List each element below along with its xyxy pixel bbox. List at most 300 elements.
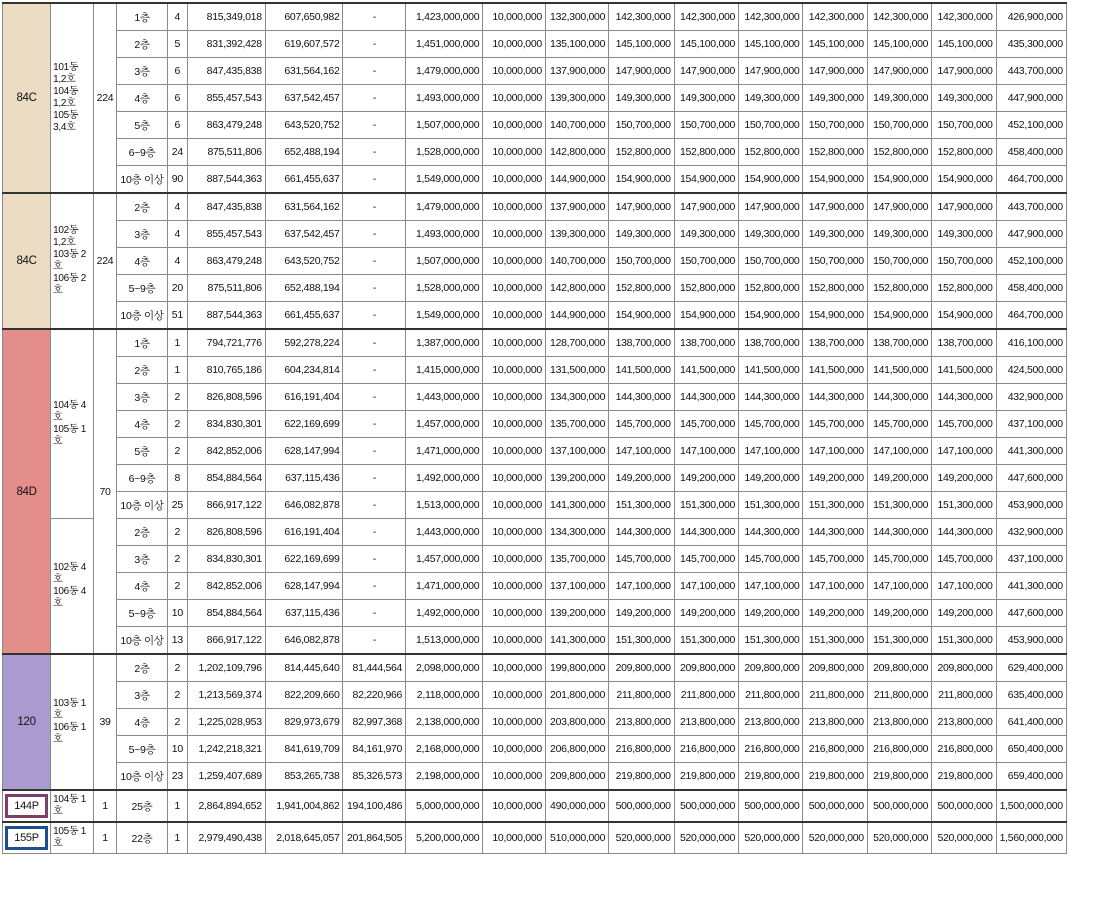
value-cell: 10,000,000 (483, 357, 546, 384)
value-cell: 144,300,000 (803, 519, 867, 546)
value-cell: - (343, 275, 406, 302)
value-cell: 520,000,000 (803, 822, 867, 854)
value-cell: 154,900,000 (803, 302, 867, 330)
value-cell: 145,700,000 (803, 411, 867, 438)
value-cell: 1,479,000,000 (406, 58, 483, 85)
value-cell: 1,493,000,000 (406, 221, 483, 248)
value-cell: 2 (167, 519, 187, 546)
floor-cell: 4층 (117, 411, 167, 438)
value-cell: - (343, 58, 406, 85)
value-cell: 814,445,640 (265, 654, 343, 682)
value-cell: 150,700,000 (674, 112, 738, 139)
value-cell: 643,520,752 (265, 248, 343, 275)
value-cell: 147,900,000 (867, 193, 931, 221)
floor-cell: 1층 (117, 3, 167, 31)
value-cell: 646,082,878 (265, 492, 343, 519)
floor-cell: 5~9층 (117, 600, 167, 627)
value-cell: 500,000,000 (674, 790, 738, 822)
value-cell: 443,700,000 (996, 193, 1066, 221)
value-cell: 1,451,000,000 (406, 31, 483, 58)
value-cell: - (343, 139, 406, 166)
table-row (3, 465, 1111, 492)
value-cell: 141,500,000 (867, 357, 931, 384)
value-cell: 147,100,000 (609, 573, 675, 600)
value-cell: 826,808,596 (188, 384, 266, 411)
table-row (3, 546, 1111, 573)
value-cell: 209,800,000 (609, 654, 675, 682)
value-cell: 144,300,000 (867, 519, 931, 546)
value-cell: 1,471,000,000 (406, 438, 483, 465)
table-row (3, 3, 1111, 31)
value-cell: 453,900,000 (996, 627, 1066, 655)
value-cell: 147,100,000 (932, 438, 996, 465)
value-cell: 135,700,000 (545, 411, 608, 438)
value-cell: 2 (167, 411, 187, 438)
value-cell: 150,700,000 (932, 112, 996, 139)
value-cell: 211,800,000 (932, 682, 996, 709)
value-cell: 447,900,000 (996, 85, 1066, 112)
value-cell: 131,500,000 (545, 357, 608, 384)
value-cell: 141,500,000 (674, 357, 738, 384)
table-row (3, 139, 1111, 166)
value-cell: 875,511,806 (188, 139, 266, 166)
value-cell: 145,700,000 (609, 546, 675, 573)
value-cell: 500,000,000 (609, 790, 675, 822)
value-cell: 10,000,000 (483, 519, 546, 546)
value-cell: 152,800,000 (932, 275, 996, 302)
value-cell: 151,300,000 (674, 627, 738, 655)
value-cell: 637,542,457 (265, 221, 343, 248)
value-cell: 432,900,000 (996, 519, 1066, 546)
value-cell: - (343, 465, 406, 492)
table-row (3, 682, 1111, 709)
value-cell: 5,000,000,000 (406, 790, 483, 822)
floor-cell: 4층 (117, 709, 167, 736)
value-cell: 209,800,000 (674, 654, 738, 682)
table-body (3, 3, 1111, 854)
floor-cell: 10층 이상 (117, 302, 167, 330)
value-cell: 150,700,000 (803, 112, 867, 139)
value-cell: 1 (167, 822, 187, 854)
value-cell: 646,082,878 (265, 627, 343, 655)
floor-cell: 3층 (117, 546, 167, 573)
value-cell: - (343, 248, 406, 275)
value-cell: 144,900,000 (545, 166, 608, 194)
value-cell: 10,000,000 (483, 465, 546, 492)
floor-cell: 5층 (117, 112, 167, 139)
value-cell: 443,700,000 (996, 58, 1066, 85)
value-cell: 1,507,000,000 (406, 112, 483, 139)
table-row (3, 85, 1111, 112)
value-cell: 138,700,000 (867, 329, 931, 357)
floor-cell: 2층 (117, 654, 167, 682)
value-cell: 147,900,000 (803, 193, 867, 221)
value-cell: 10,000,000 (483, 822, 546, 854)
value-cell: 10,000,000 (483, 600, 546, 627)
value-cell: 607,650,982 (265, 3, 343, 31)
value-cell: 81,444,564 (343, 654, 406, 682)
value-cell: 1,457,000,000 (406, 411, 483, 438)
value-cell: 216,800,000 (867, 736, 931, 763)
value-cell: 149,300,000 (803, 221, 867, 248)
value-cell: 206,800,000 (545, 736, 608, 763)
value-cell: 152,800,000 (609, 139, 675, 166)
floor-cell: 2층 (117, 357, 167, 384)
unit-type-cell: 120 (3, 654, 51, 790)
value-cell: 150,700,000 (674, 248, 738, 275)
value-cell: 149,300,000 (609, 85, 675, 112)
value-cell: 1,242,218,321 (188, 736, 266, 763)
value-cell: - (343, 546, 406, 573)
value-cell: 154,900,000 (867, 302, 931, 330)
value-cell: 152,800,000 (609, 275, 675, 302)
value-cell: 152,800,000 (739, 275, 803, 302)
value-cell: 464,700,000 (996, 166, 1066, 194)
value-cell: 2,198,000,000 (406, 763, 483, 791)
value-cell: 5 (167, 31, 187, 58)
floor-cell: 6~9층 (117, 139, 167, 166)
value-cell: 219,800,000 (674, 763, 738, 791)
table-row (3, 822, 1111, 854)
table-row (3, 248, 1111, 275)
value-cell: 213,800,000 (609, 709, 675, 736)
table-row (3, 709, 1111, 736)
value-cell: - (343, 85, 406, 112)
value-cell: 794,721,776 (188, 329, 266, 357)
value-cell: 834,830,301 (188, 411, 266, 438)
value-cell: 458,400,000 (996, 139, 1066, 166)
value-cell: 147,900,000 (867, 58, 931, 85)
value-cell: 219,800,000 (609, 763, 675, 791)
value-cell: 452,100,000 (996, 248, 1066, 275)
value-cell: 631,564,162 (265, 193, 343, 221)
value-cell: 10,000,000 (483, 709, 546, 736)
value-cell: 1 (167, 790, 187, 822)
value-cell: 822,209,660 (265, 682, 343, 709)
value-cell: 2 (167, 654, 187, 682)
value-cell: 500,000,000 (739, 790, 803, 822)
table-row (3, 492, 1111, 519)
value-cell: 1,493,000,000 (406, 85, 483, 112)
table-row (3, 58, 1111, 85)
value-cell: 145,100,000 (609, 31, 675, 58)
value-cell: 1,479,000,000 (406, 193, 483, 221)
value-cell: 1,415,000,000 (406, 357, 483, 384)
value-cell: 150,700,000 (739, 112, 803, 139)
unit-type-cell (3, 822, 51, 854)
value-cell: 219,800,000 (867, 763, 931, 791)
value-cell: 6 (167, 85, 187, 112)
value-cell: 209,800,000 (867, 654, 931, 682)
floor-cell: 25층 (117, 790, 167, 822)
value-cell: 138,700,000 (932, 329, 996, 357)
value-cell: 25 (167, 492, 187, 519)
table-row (3, 112, 1111, 139)
value-cell: 209,800,000 (545, 763, 608, 791)
value-cell: 154,900,000 (674, 166, 738, 194)
value-cell: 213,800,000 (739, 709, 803, 736)
value-cell: 144,300,000 (867, 384, 931, 411)
value-cell: 149,300,000 (739, 221, 803, 248)
value-cell: 1,528,000,000 (406, 275, 483, 302)
value-cell: 149,200,000 (674, 600, 738, 627)
table-row (3, 193, 1111, 221)
value-cell: 863,479,248 (188, 248, 266, 275)
value-cell: 84,161,970 (343, 736, 406, 763)
households-cell: 39 (93, 654, 117, 790)
value-cell: 151,300,000 (739, 492, 803, 519)
value-cell: 437,100,000 (996, 546, 1066, 573)
value-cell: 863,479,248 (188, 112, 266, 139)
value-cell: 211,800,000 (867, 682, 931, 709)
value-cell: 2 (167, 438, 187, 465)
unit-type-cell: 84C (3, 3, 51, 193)
value-cell: 616,191,404 (265, 519, 343, 546)
value-cell: 194,100,486 (343, 790, 406, 822)
value-cell: 151,300,000 (609, 627, 675, 655)
households-cell: 224 (93, 3, 117, 193)
value-cell: 145,700,000 (867, 411, 931, 438)
value-cell: 842,852,006 (188, 438, 266, 465)
unit-type-label: 144P (5, 794, 48, 818)
value-cell: 141,500,000 (932, 357, 996, 384)
value-cell: 6 (167, 112, 187, 139)
value-cell: 4 (167, 221, 187, 248)
value-cell: 10,000,000 (483, 654, 546, 682)
value-cell: 441,300,000 (996, 573, 1066, 600)
value-cell: 635,400,000 (996, 682, 1066, 709)
value-cell: 520,000,000 (674, 822, 738, 854)
value-cell: 147,100,000 (932, 573, 996, 600)
table-row (3, 357, 1111, 384)
value-cell: 10,000,000 (483, 736, 546, 763)
value-cell: 643,520,752 (265, 112, 343, 139)
value-cell: 1,560,000,000 (996, 822, 1066, 854)
table-row (3, 519, 1111, 546)
value-cell: 154,900,000 (609, 166, 675, 194)
value-cell: 209,800,000 (739, 654, 803, 682)
value-cell: 151,300,000 (867, 627, 931, 655)
households-cell: 70 (93, 329, 117, 654)
value-cell: 141,300,000 (545, 627, 608, 655)
value-cell: 875,511,806 (188, 275, 266, 302)
value-cell: 866,917,122 (188, 492, 266, 519)
value-cell: 142,800,000 (545, 275, 608, 302)
value-cell: 137,900,000 (545, 58, 608, 85)
value-cell: 10,000,000 (483, 112, 546, 139)
value-cell: 1,202,109,796 (188, 654, 266, 682)
floor-cell: 5~9층 (117, 736, 167, 763)
value-cell: 854,884,564 (188, 600, 266, 627)
value-cell: 152,800,000 (674, 139, 738, 166)
value-cell: 141,500,000 (609, 357, 675, 384)
value-cell: 10,000,000 (483, 3, 546, 31)
price-table (2, 2, 1111, 854)
table-row (3, 221, 1111, 248)
value-cell: 855,457,543 (188, 221, 266, 248)
value-cell: 147,100,000 (609, 438, 675, 465)
value-cell: 4 (167, 3, 187, 31)
value-cell: 453,900,000 (996, 492, 1066, 519)
value-cell: 10,000,000 (483, 546, 546, 573)
value-cell: 2 (167, 573, 187, 600)
value-cell: 23 (167, 763, 187, 791)
table-row (3, 763, 1111, 791)
table-row (3, 302, 1111, 330)
value-cell: 10,000,000 (483, 384, 546, 411)
table-row (3, 411, 1111, 438)
value-cell: 1,492,000,000 (406, 465, 483, 492)
value-cell: 219,800,000 (803, 763, 867, 791)
value-cell: 4 (167, 193, 187, 221)
value-cell: 622,169,699 (265, 546, 343, 573)
value-cell: 10,000,000 (483, 492, 546, 519)
value-cell: 20 (167, 275, 187, 302)
value-cell: 437,100,000 (996, 411, 1066, 438)
value-cell: 1,225,028,953 (188, 709, 266, 736)
value-cell: 145,100,000 (803, 31, 867, 58)
floor-cell: 5층 (117, 438, 167, 465)
floor-cell: 3층 (117, 384, 167, 411)
value-cell: 135,100,000 (545, 31, 608, 58)
value-cell: 10,000,000 (483, 221, 546, 248)
value-cell: 424,500,000 (996, 357, 1066, 384)
value-cell: 604,234,814 (265, 357, 343, 384)
value-cell: 500,000,000 (867, 790, 931, 822)
value-cell: 142,300,000 (609, 3, 675, 31)
value-cell: 151,300,000 (674, 492, 738, 519)
value-cell: 128,700,000 (545, 329, 608, 357)
value-cell: 138,700,000 (674, 329, 738, 357)
value-cell: 637,115,436 (265, 600, 343, 627)
value-cell: 147,100,000 (674, 573, 738, 600)
value-cell: 641,400,000 (996, 709, 1066, 736)
value-cell: - (343, 519, 406, 546)
value-cell: 452,100,000 (996, 112, 1066, 139)
value-cell: 149,300,000 (803, 85, 867, 112)
value-cell: 51 (167, 302, 187, 330)
value-cell: 2,138,000,000 (406, 709, 483, 736)
table-row (3, 654, 1111, 682)
value-cell: - (343, 438, 406, 465)
value-cell: 652,488,194 (265, 139, 343, 166)
value-cell: 142,300,000 (803, 3, 867, 31)
value-cell: 144,300,000 (739, 384, 803, 411)
value-cell: 145,100,000 (739, 31, 803, 58)
floor-cell: 4층 (117, 85, 167, 112)
value-cell: 628,147,994 (265, 438, 343, 465)
value-cell: 145,700,000 (739, 411, 803, 438)
value-cell: - (343, 600, 406, 627)
value-cell: 1,941,004,862 (265, 790, 343, 822)
value-cell: 151,300,000 (867, 492, 931, 519)
value-cell: 622,169,699 (265, 411, 343, 438)
value-cell: 145,100,000 (674, 31, 738, 58)
value-cell: 151,300,000 (803, 492, 867, 519)
value-cell: 2,018,645,057 (265, 822, 343, 854)
value-cell: 24 (167, 139, 187, 166)
value-cell: 10,000,000 (483, 763, 546, 791)
value-cell: - (343, 31, 406, 58)
building-cell: 104동 4호 105동 1호 (51, 329, 93, 519)
households-cell: 224 (93, 193, 117, 329)
building-cell: 102동 1,2호 103동 2호 106동 2호 (51, 193, 93, 329)
value-cell: 1,549,000,000 (406, 166, 483, 194)
value-cell: 416,100,000 (996, 329, 1066, 357)
value-cell: 841,619,709 (265, 736, 343, 763)
value-cell: 144,300,000 (674, 384, 738, 411)
value-cell: 149,300,000 (932, 221, 996, 248)
value-cell: 199,800,000 (545, 654, 608, 682)
value-cell: 2,098,000,000 (406, 654, 483, 682)
value-cell: 147,900,000 (674, 193, 738, 221)
value-cell: 810,765,186 (188, 357, 266, 384)
value-cell: 441,300,000 (996, 438, 1066, 465)
value-cell: 219,800,000 (739, 763, 803, 791)
value-cell: 213,800,000 (674, 709, 738, 736)
value-cell: 144,300,000 (674, 519, 738, 546)
value-cell: 201,800,000 (545, 682, 608, 709)
floor-cell: 10층 이상 (117, 492, 167, 519)
value-cell: 8 (167, 465, 187, 492)
households-cell: 1 (93, 822, 117, 854)
value-cell: 142,300,000 (674, 3, 738, 31)
value-cell: 216,800,000 (674, 736, 738, 763)
value-cell: 500,000,000 (803, 790, 867, 822)
value-cell: 1,528,000,000 (406, 139, 483, 166)
value-cell: 592,278,224 (265, 329, 343, 357)
floor-cell: 1층 (117, 329, 167, 357)
floor-cell: 10층 이상 (117, 627, 167, 655)
floor-cell: 3층 (117, 682, 167, 709)
value-cell: - (343, 411, 406, 438)
value-cell: 1,549,000,000 (406, 302, 483, 330)
value-cell: 147,100,000 (803, 573, 867, 600)
value-cell: 150,700,000 (867, 248, 931, 275)
table-row (3, 166, 1111, 194)
value-cell: 144,900,000 (545, 302, 608, 330)
value-cell: 132,300,000 (545, 3, 608, 31)
value-cell: 211,800,000 (739, 682, 803, 709)
value-cell: 150,700,000 (803, 248, 867, 275)
value-cell: 435,300,000 (996, 31, 1066, 58)
value-cell: 137,100,000 (545, 573, 608, 600)
value-cell: 142,300,000 (867, 3, 931, 31)
value-cell: - (343, 573, 406, 600)
table-row (3, 600, 1111, 627)
value-cell: 147,900,000 (803, 58, 867, 85)
value-cell: 149,200,000 (609, 465, 675, 492)
value-cell: 637,115,436 (265, 465, 343, 492)
value-cell: 149,200,000 (932, 600, 996, 627)
value-cell: 151,300,000 (803, 627, 867, 655)
value-cell: 10,000,000 (483, 31, 546, 58)
value-cell: 219,800,000 (932, 763, 996, 791)
value-cell: 520,000,000 (609, 822, 675, 854)
table-row (3, 384, 1111, 411)
value-cell: 152,800,000 (867, 275, 931, 302)
value-cell: 213,800,000 (867, 709, 931, 736)
value-cell: 85,326,573 (343, 763, 406, 791)
value-cell: 652,488,194 (265, 275, 343, 302)
value-cell: - (343, 492, 406, 519)
value-cell: 10,000,000 (483, 58, 546, 85)
value-cell: 1 (167, 357, 187, 384)
value-cell: 520,000,000 (867, 822, 931, 854)
value-cell: 154,900,000 (609, 302, 675, 330)
value-cell: 10 (167, 600, 187, 627)
value-cell: 10,000,000 (483, 627, 546, 655)
